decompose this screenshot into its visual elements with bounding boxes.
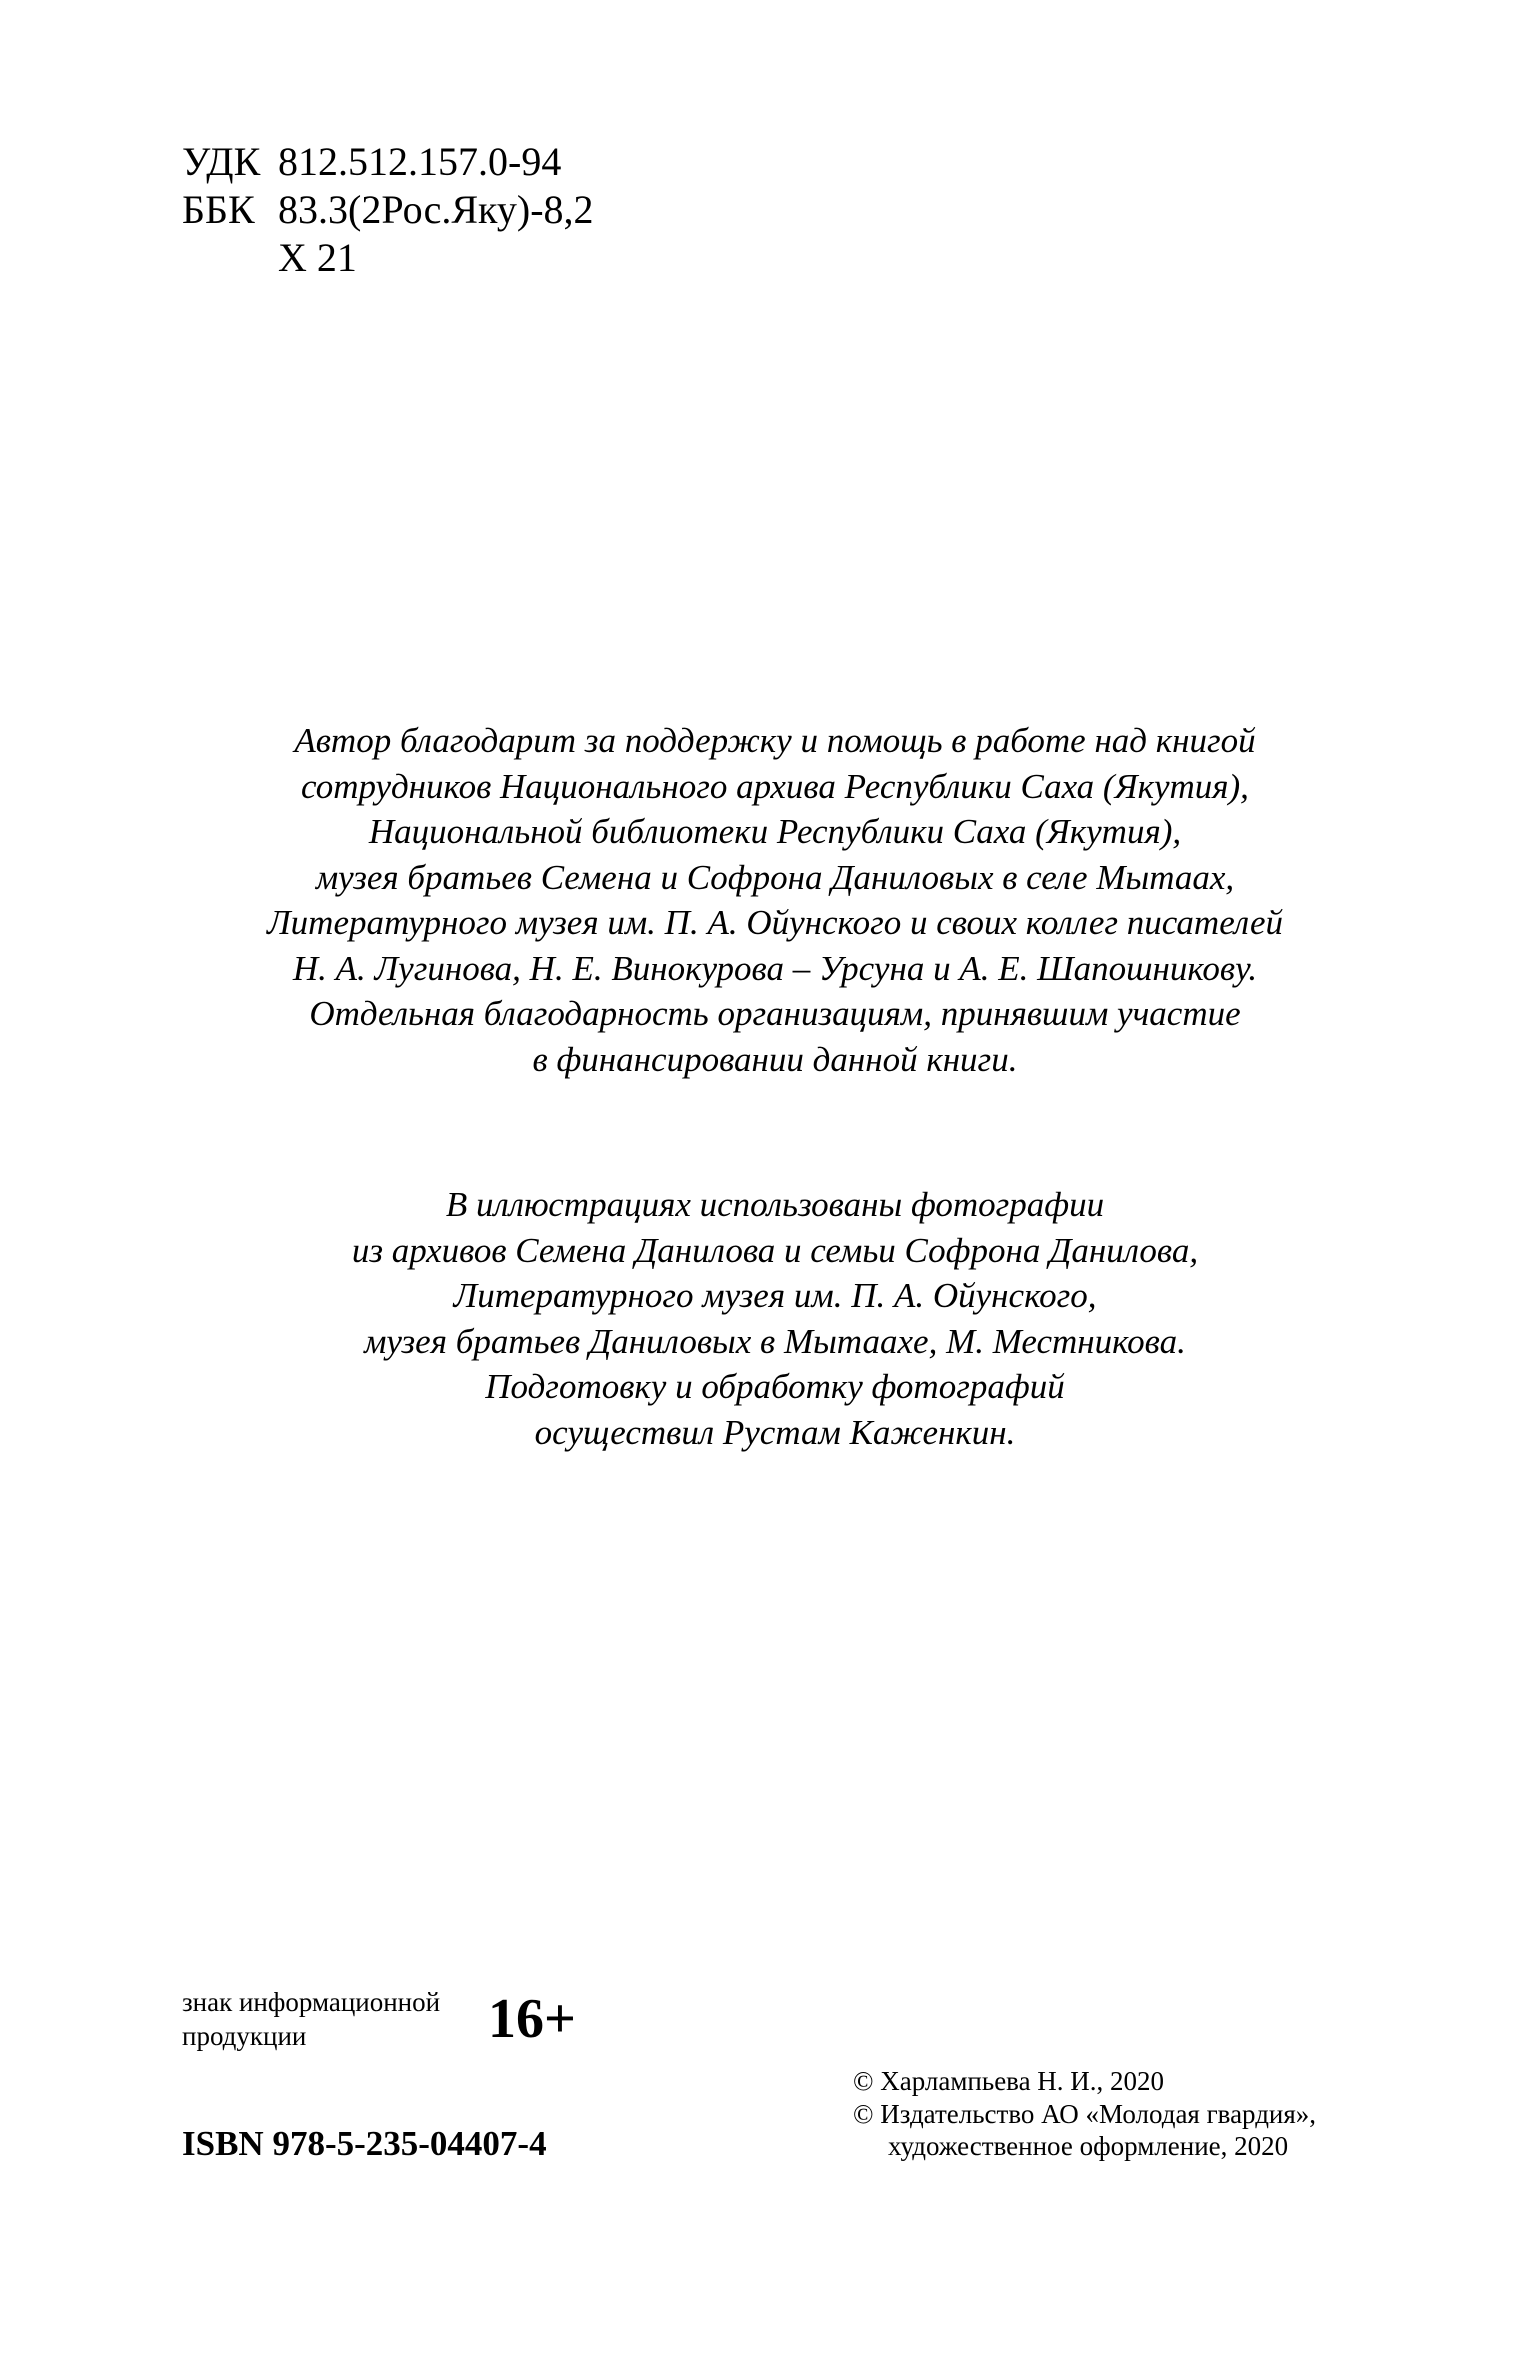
credits-line: осуществил Рустам Каженкин. (534, 1412, 1016, 1452)
age-rating-label-line: знак информационной (182, 1987, 441, 2017)
credits-line: Литературного музея им. П. А. Ойунского, (453, 1276, 1097, 1315)
ack-line: Отдельная благодарность организациям, принявшим участие (309, 994, 1241, 1033)
copyright-publisher: © Издательство АО «Молодая гвардия», (853, 2098, 1317, 2129)
age-rating-badge: 16+ (488, 1988, 576, 2050)
bbk-label: ББК (182, 187, 255, 232)
illustration-credits-paragraph (120, 1182, 1430, 1455)
ack-line: Национальной библиотеки Республики Саха (Якутия), (368, 812, 1182, 851)
ack-line: в финансировании данной книги. (532, 1039, 1018, 1079)
ack-line: Литературного музея им. П. А. Ойунского и своих коллег писателей (266, 903, 1284, 942)
copyright-author: © Харлампьева Н. И., 2020 (853, 2066, 1165, 2096)
udk-value: 812.512.157.0-94 (278, 139, 562, 184)
bbk-row (182, 186, 594, 234)
author-mark: Х 21 (278, 235, 357, 280)
author-mark-row (182, 234, 594, 282)
credits-line: музея братьев Даниловых в Мытаахе, М. Местникова. (364, 1321, 1186, 1361)
ack-line: сотрудников Национального архива Республики Саха (Якутия), (301, 766, 1249, 806)
classification-block (182, 138, 594, 282)
copyright-design: художественное оформление, 2020 (888, 2131, 1289, 2161)
ack-line: музея братьев Семена и Софрона Даниловых в селе Мытаах, (315, 857, 1235, 897)
credits-line: Подготовку и обработку фотографий (485, 1367, 1065, 1406)
copyright-block (853, 2065, 1316, 2163)
bbk-value: 83.3(2Рос.Яку)-8,2 (278, 187, 594, 232)
ack-line: Автор благодарит за поддержку и помощь в работе над книгой (294, 721, 1256, 760)
isbn: ISBN 978-5-235-04407-4 (182, 2124, 547, 2163)
credits-line: В иллюстрациях использованы фотографии (445, 1185, 1105, 1224)
udk-label: УДК (182, 139, 261, 184)
age-rating-label-line: продукции (182, 2021, 307, 2051)
acknowledgement-paragraph (120, 718, 1430, 1082)
udk-row (182, 138, 594, 186)
age-rating-label (182, 1985, 440, 2053)
credits-line: из архивов Семена Данилова и семьи Софрона Данилова, (351, 1230, 1199, 1270)
ack-line: Н. А. Лугинова, Н. Е. Винокурова – Урсуна и А. Е. Шапошникову. (292, 948, 1258, 988)
